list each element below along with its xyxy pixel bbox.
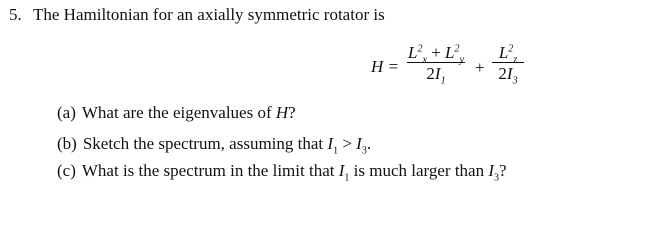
fraction-axial-numerator (492, 43, 524, 66)
lx-symbol: L (408, 43, 418, 62)
fraction-axial (492, 43, 524, 87)
part-c-text: What is the spectrum in the limit that (81, 161, 339, 180)
part-b-i3: I (356, 134, 362, 153)
part-b-i3-index: 3 (361, 145, 367, 157)
problem-text: The Hamiltonian for an axially symmetric rotator is (33, 5, 385, 24)
numerator-plus: + (426, 43, 446, 62)
part-b-i1-index: 1 (333, 145, 339, 157)
equation-lhs: H = (371, 57, 399, 76)
part-b-label: (b) (57, 134, 77, 153)
question-part-a (57, 102, 296, 124)
ly-symbol: L (445, 43, 455, 62)
equation-plus: + (475, 58, 485, 77)
part-c-i1: I (338, 161, 345, 180)
part-a-label: (a) (57, 103, 76, 122)
problem-statement (9, 4, 385, 26)
lz-index: z (513, 54, 518, 66)
i1-symbol: I (434, 64, 441, 83)
fraction-transverse-numerator (407, 43, 465, 66)
fraction-bar (407, 62, 465, 63)
lz-symbol: L (498, 43, 509, 62)
part-a-variable: H (275, 103, 289, 122)
fraction-bar (492, 62, 524, 63)
part-b-end: . (366, 134, 372, 153)
part-a-end: ? (288, 103, 296, 122)
problem-number: 5. (9, 5, 22, 24)
part-c-end: ? (499, 161, 507, 180)
i1-index: 1 (440, 75, 446, 87)
question-part-b (57, 133, 371, 155)
fraction-transverse-denominator (407, 64, 465, 87)
hamiltonian-equation (0, 44, 668, 94)
part-b-text: Sketch the spectrum, assuming that (82, 134, 328, 153)
question-part-c (57, 160, 507, 182)
denominator-coefficient: 2 (498, 64, 507, 83)
i3-symbol: I (506, 64, 513, 83)
fraction-transverse (407, 43, 465, 87)
lx-power: 2 (417, 43, 423, 55)
part-b-relation: > (338, 134, 357, 153)
lx-index: x (422, 54, 427, 66)
i3-index: 3 (512, 75, 518, 87)
denominator-coefficient: 2 (426, 64, 435, 83)
part-c-label: (c) (57, 161, 76, 180)
ly-index: y (459, 54, 464, 66)
part-c-middle: is much larger than (349, 161, 489, 180)
part-a-text: What are the eigenvalues of (81, 103, 276, 122)
ly-power: 2 (454, 43, 460, 55)
part-c-i3-index: 3 (494, 172, 500, 184)
lz-power: 2 (508, 43, 514, 55)
part-c-i3: I (488, 161, 495, 180)
part-b-i1: I (327, 134, 334, 153)
fraction-axial-denominator (492, 64, 524, 87)
part-c-i1-index: 1 (344, 172, 350, 184)
